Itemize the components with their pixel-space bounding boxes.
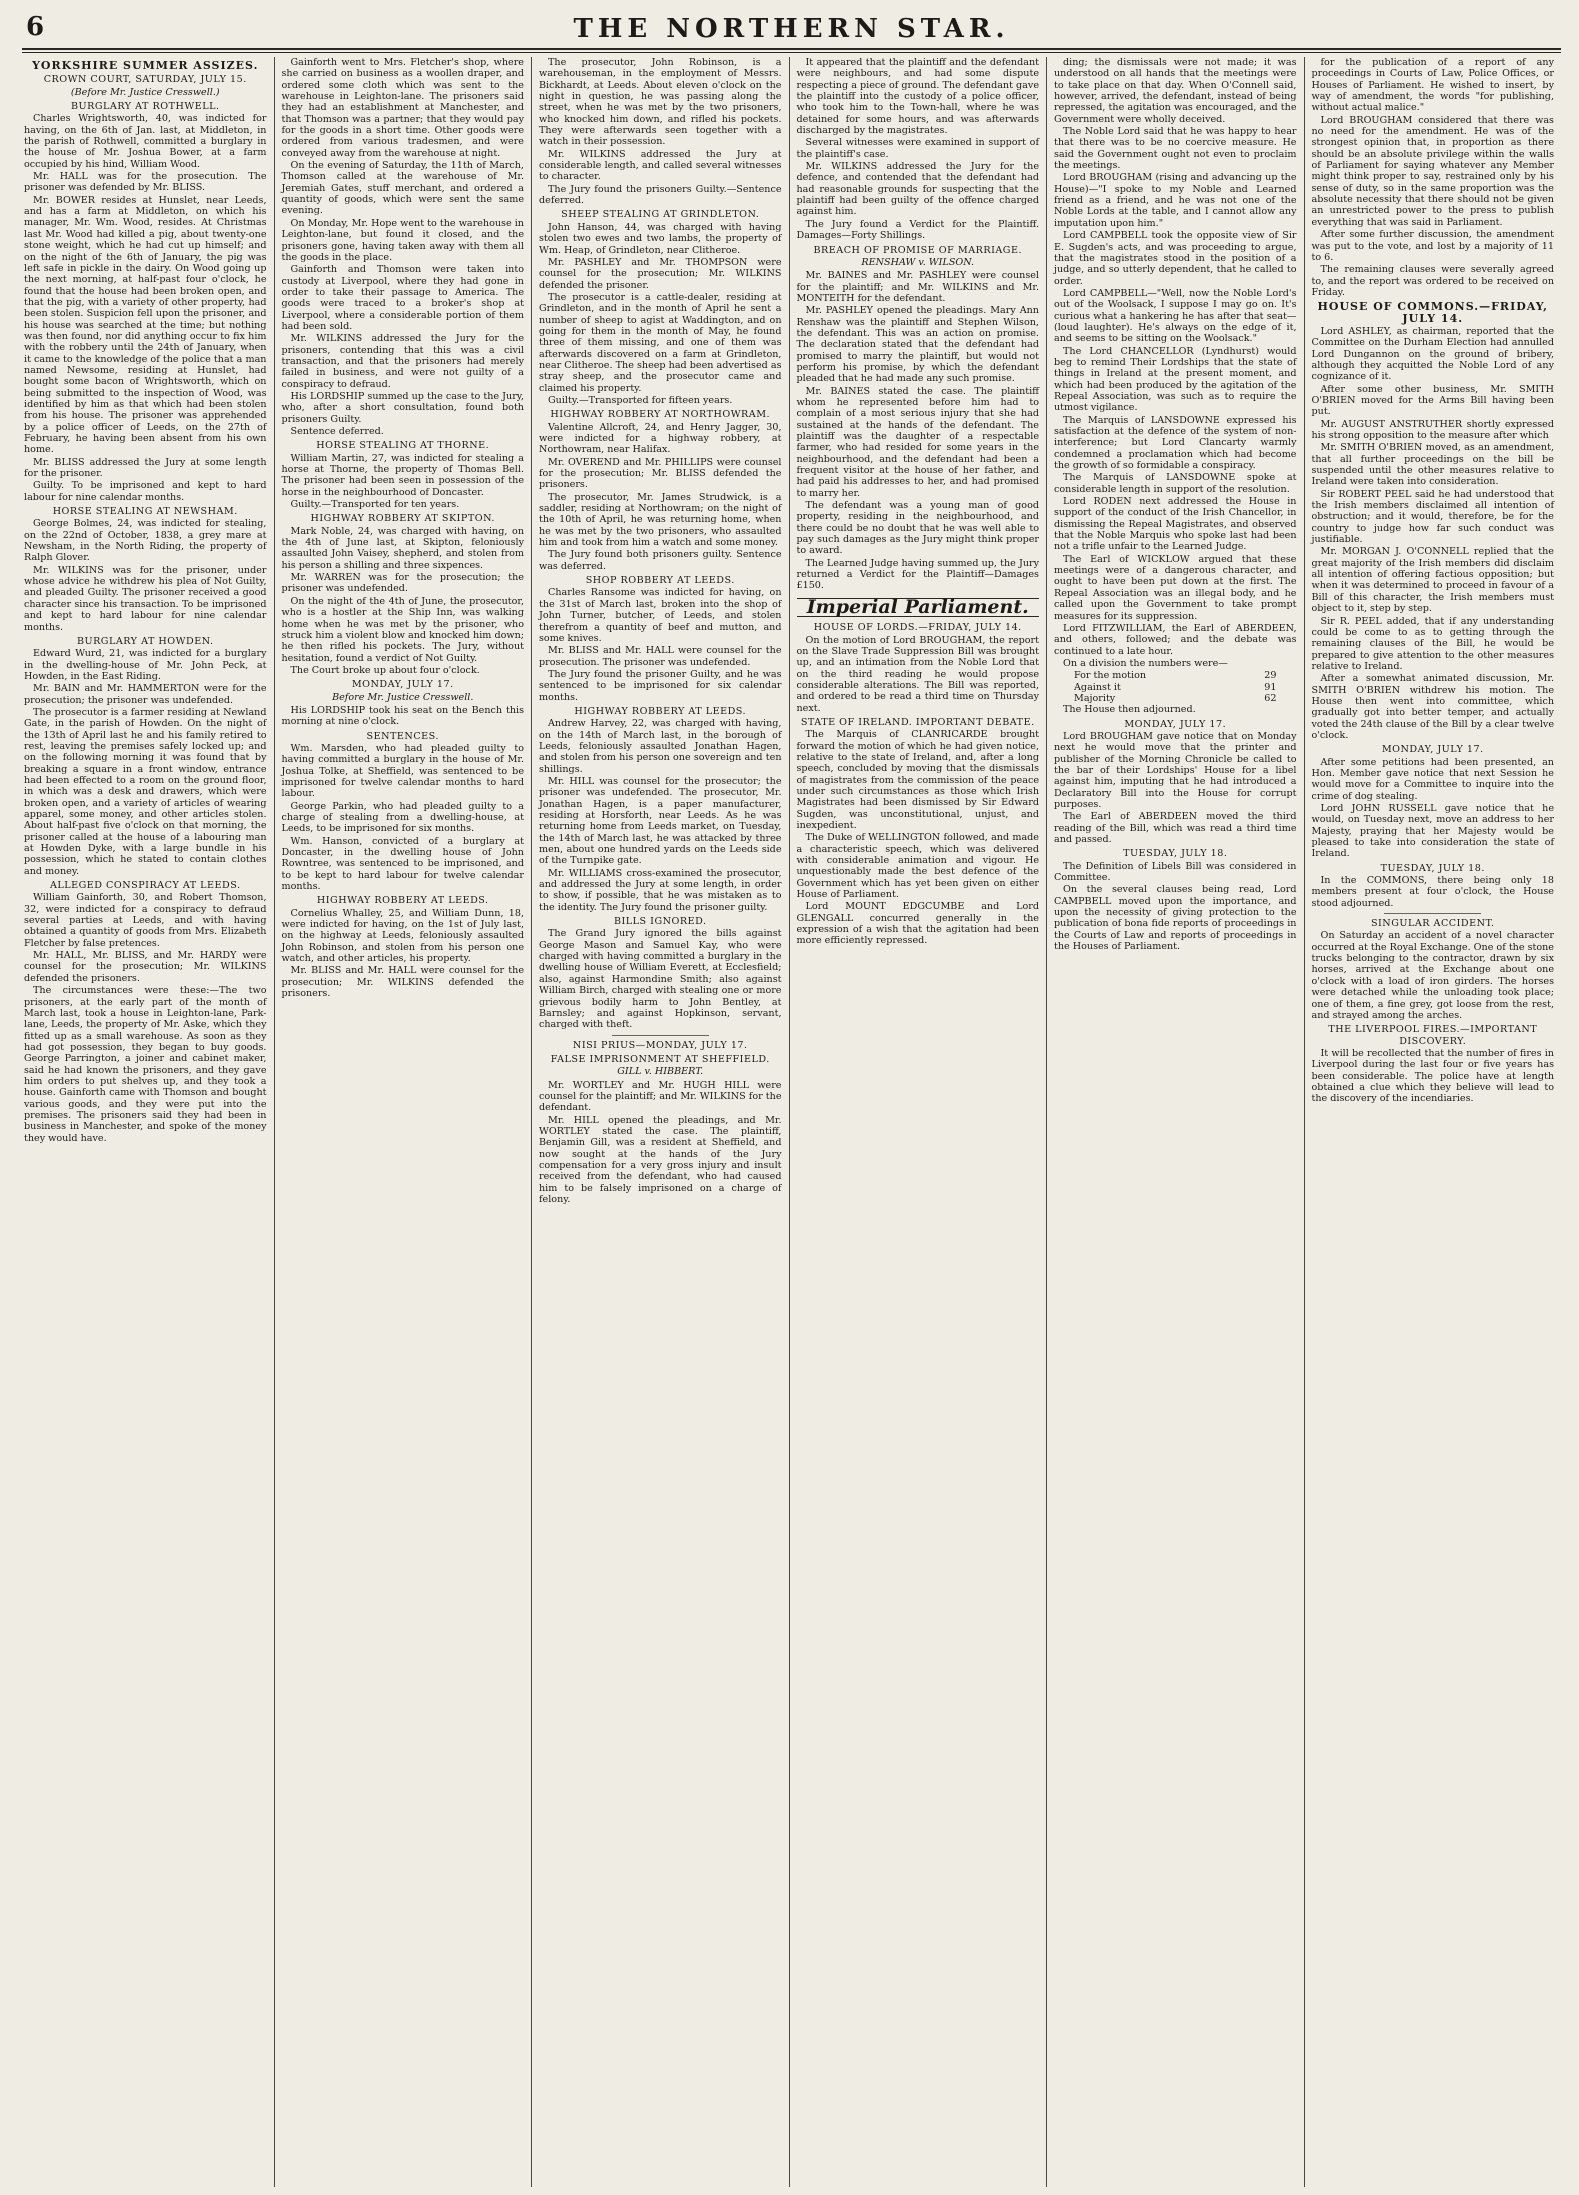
date-heading: MONDAY, JULY 17.: [1124, 718, 1227, 730]
paragraph: On Saturday an accident of a novel character occurred at the Royal Exchange. One of the stone trucks belonging to the contractor, drawn by six horses, arrived at the Exchange about one o'clock with a load of iron girders. The horses were detached while the unloading took place; one of them, a fine grey, got loose from the rest, and strayed among the arches.: [1311, 930, 1554, 1021]
paragraph: The circumstances were these:—The two prisoners, at the early part of the month of March last, took a house in Leighton-lane, Park-lane, Leeds, the property of Mr. Aske, which they fitted up as a small warehouse. As soon as they had got possession, they began to buy goods. George Parrington, a joiner and cabinet maker, said he had known the prisoners, and they gave him orders to put shelves up, and they took a house. Gainforth came with Thomson and bought various goods, and they were put into the premises. The prisoners said they had been in business in Manchester, and spoke of the money they would have.: [24, 985, 267, 1144]
house-heading: HOUSE OF COMMONS.—FRIDAY, JULY 14.: [1317, 300, 1549, 325]
column-3: [531, 57, 789, 2187]
judge-line: (Before Mr. Justice Cresswell.): [70, 86, 220, 98]
court-heading: CROWN COURT, SATURDAY, JULY 15.: [43, 74, 247, 86]
paragraph: Charles Ransome was indicted for having, on the 31st of March last, broken into the shop of John Turner, butcher, of Leeds, and stolen therefrom a quantity of beef and mutton, and some knives.: [539, 587, 782, 644]
paragraph: Guilty.—Transported for fifteen years.: [548, 394, 733, 406]
paragraph: Lord BROUGHAM (rising and advancing up the House)—"I spoke to my Noble and Learned friend as a friend, and he was not one of the Noble Lords at the table, and I cannot allow any imputation upon him.": [1054, 172, 1297, 229]
paragraph: Mr. BAIN and Mr. HAMMERTON were for the prosecution; the prisoner was undefended.: [24, 683, 267, 706]
paragraph: Sir R. PEEL added, that if any understanding could be come to as to getting through the remaining clauses of the Bill, he would be prepared to give attention to the other measures relative to Ireland.: [1311, 615, 1554, 672]
paragraph: Mr. WILKINS addressed the Jury for the prisoners, contending that this was a civil transaction, and that the prisoners had merely failed in business, and were not guilty of a conspiracy to defraud.: [281, 333, 524, 390]
date-heading: MONDAY, JULY 17.: [351, 679, 454, 691]
paragraph: Gainforth and Thomson were taken into custody at Liverpool, where they had gone in order to take their passage to America. The goods were traced to a broker's shop at Liverpool, where a considerable portion of them had been sold.: [281, 264, 524, 332]
paragraph: Lord BROUGHAM considered that there was no need for the amendment. He was of the strongest opinion that, in proportion as there should be an absolute privilege within the walls of Parliament for saying whatever any Member might think proper to say, restrained only by his sense of duty, so in the same proportion was the absolute necessity that there should not be given an unrestricted power to the press to publish everything that was said in Parliament.: [1311, 114, 1554, 228]
case-heading: BURGLARY AT ROTHWELL.: [71, 101, 220, 113]
division-row-for: [1054, 670, 1297, 681]
judge-line: Before Mr. Justice Cresswell.: [332, 691, 474, 703]
paragraph: Mr. BLISS and Mr. HALL were counsel for the prosecution; Mr. WILKINS defended the prisoners.: [281, 965, 524, 1000]
division-count: 29: [1264, 670, 1277, 682]
paragraph: The Jury found the prisoners Guilty.—Sentence deferred.: [539, 183, 782, 207]
column-2: [274, 57, 532, 2187]
paragraph: Lord MOUNT EDGCUMBE and Lord GLENGALL concurred generally in the expression of a wish that the agitation had been more efficiently repressed.: [796, 901, 1039, 947]
paragraph: Mr. HILL was counsel for the prosecutor; the prisoner was undefended. The prosecutor, Mr. Jonathan Hagen, is a paper manufacturer, residing at Horsforth, near Leeds. As he was returning home from Leeds market, on Tuesday, the 14th of March last, he was attacked by three men, about one hundred yards on the Leeds side of the Turnpike gate.: [539, 775, 782, 867]
paragraph: The Marquis of LANSDOWNE spoke at considerable length in support of the resolution.: [1054, 472, 1297, 495]
paragraph: On the motion of Lord BROUGHAM, the report on the Slave Trade Suppression Bill was brought up, and an intimation from the Noble Lord that on the third reading he would propose considerable alterations. The Bill was reported, and ordered to be read a third time on Thursday next.: [796, 634, 1039, 714]
paragraph: The defendant was a young man of good property, residing in the neighbourhood, and there could be no doubt that he was well able to pay such damages as the Jury might think proper to award.: [796, 500, 1039, 557]
separator-rule: [1384, 913, 1481, 914]
paragraph: Wm. Hanson, convicted of a burglary at Doncaster, in the dwelling house of John Rowntree, was sentenced to be imprisoned, and to be kept to hard labour for twelve calendar months.: [281, 835, 524, 893]
paragraph: Lord CAMPBELL took the opposite view of Sir E. Sugden's acts, and was proceeding to argue, that the magistrates stood in the position of a judge, and so utterly dependent, that he called to order.: [1054, 230, 1297, 287]
paragraph: The prosecutor, John Robinson, is a warehouseman, in the employment of Messrs. Bickhardt, at Leeds. About eleven o'clock on the night in question, he was passing along the street, when he was met by the two prisoners, who knocked him down, and rifled his pockets. They were afterwards seen together with a watch in their possession.: [539, 57, 782, 148]
division-label: Majority: [1074, 692, 1116, 704]
paragraph: The Court broke up about four o'clock.: [290, 664, 480, 676]
paragraph: Lord RODEN next addressed the House in support of the conduct of the Irish Chancellor, in dismissing the Repeal Magistrates, and observed that the Noble Marquis who spoke last had been not a trifle unfair to the Learned Judge.: [1054, 496, 1297, 553]
date-heading: MONDAY, JULY 17.: [1381, 744, 1484, 756]
paragraph: William Martin, 27, was indicted for stealing a horse at Thorne, the property of Thomas Bell. The prisoner had been seen in possession of the horse in the neighbourhood of Doncaster.: [281, 452, 524, 498]
paragraph: Mr. OVEREND and Mr. PHILLIPS were counsel for the prosecution; Mr. BLISS defended the prisoners.: [539, 456, 782, 491]
masthead-rule: [22, 52, 1561, 53]
division-count: 62: [1264, 692, 1277, 704]
paragraph: The Marquis of CLANRICARDE brought forward the motion of which he had given notice, relative to the state of Ireland, and, after a long speech, concluded by moving that the dismissals of magistrates from the commission of the peace under such circumstances as those which Irish Magistrates had been dismissed by Sir Edward Sugden, was unconstitutional, unjust, and inexpedient.: [796, 729, 1039, 831]
paragraph: It will be recollected that the number of fires in Liverpool during the last four or five years has been considerable. The police have at length obtained a clue which they believe will lead to the discovery of the incendiaries.: [1311, 1047, 1554, 1105]
case-heading: SENTENCES.: [366, 730, 439, 742]
paragraph: Edward Wurd, 21, was indicted for a burglary in the dwelling-house of Mr. John Peck, at Howden, in the East Riding.: [24, 648, 267, 682]
paragraph: Mr. BAINES and Mr. PASHLEY were counsel for the plaintiff; and Mr. WILKINS and Mr. MONTEITH for the defendant.: [796, 270, 1039, 304]
paragraph: John Hanson, 44, was charged with having stolen two ewes and two lambs, the property of Wm. Heap, of Grindleton, near Clitheroe.: [539, 221, 782, 256]
case-heading: SHEEP STEALING AT GRINDLETON.: [561, 209, 760, 221]
paragraph: His LORDSHIP summed up the case to the Jury, who, after a short consultation, found both prisoners Guilty.: [281, 390, 524, 425]
paragraph: Mr. HILL opened the pleadings, and Mr. WORTLEY stated the case. The plaintiff, Benjamin Gill, was a resident at Sheffield, and now sought at the hands of the Jury compensation for a very gross injury and insult received from the defendant, who had caused him to be falsely imprisoned on a charge of felony.: [539, 1114, 782, 1205]
paragraph: William Gainforth, 30, and Robert Thomson, 32, were indicted for a conspiracy to defraud several parties at Leeds, and with having obtained a quantity of goods from Mrs. Elizabeth Fletcher by false pretences.: [24, 892, 267, 949]
paragraph: On Monday, Mr. Hope went to the warehouse in Leighton-lane, but found it closed, and the prisoners gone, having taken away with them all the goods in the place.: [281, 217, 524, 263]
paragraph: Sentence deferred.: [290, 426, 384, 437]
paragraph: Mr. HALL, Mr. BLISS, and Mr. HARDY were counsel for the prosecution; Mr. WILKINS defended the prisoners.: [24, 950, 267, 984]
house-heading: HOUSE OF LORDS.—FRIDAY, JULY 14.: [813, 622, 1022, 634]
case-heading: HORSE STEALING AT NEWSHAM.: [52, 506, 238, 518]
paragraph: The Duke of WELLINGTON followed, and made a characteristic speech, which was delivered with considerable animation and vigour. He unquestionably made the best defence of the Government which has yet been given on either House of Parliament.: [796, 832, 1039, 901]
paragraph: Cornelius Whalley, 25, and William Dunn, 18, were indicted for having, on the 1st of July last, on the highway at Leeds, feloniously assaulted John Robinson, and stolen from his person one watch, and other articles, his property.: [281, 907, 524, 965]
column-4: [789, 57, 1047, 2187]
paragraph: Several witnesses were examined in support of the plaintiff's case.: [796, 137, 1039, 160]
paragraph: Mr. BLISS and Mr. HALL were counsel for the prosecution. The prisoner was undefended.: [539, 645, 782, 668]
paragraph: The prosecutor, Mr. James Strudwick, is a saddler, residing at Northowram; on the night of the 10th of April, he was returning home, when he was met by the two prisoners, who assaulted him and took from him a watch and some money.: [539, 491, 782, 549]
paragraph: George Bolmes, 24, was indicted for stealing, on the 22nd of October, 1838, a grey mare at Newsham, in the North Riding, the property of Ralph Glover.: [24, 518, 267, 564]
page-number: 6: [26, 12, 45, 42]
paragraph: The remaining clauses were severally agreed to, and the report was ordered to be received on Friday.: [1311, 264, 1554, 298]
paragraph: The prosecutor is a farmer residing at Newland Gate, in the parish of Howden. On the night of the 13th of April last he and his family retired to rest, leaving the premises safely locked up; and on the following morning it was found that by breaking a square in a front window, entrance had been effected to a room on the ground floor, in which was a desk and drawers, which were broken open, and a variety of articles of wearing apparel, some money, and other articles stolen. About half-past five o'clock on that morning, the prisoner called at the house of a labouring man at Howden Dyke, with a large bundle in his possession, which he stated to contain clothes and money.: [24, 706, 267, 877]
paragraph: After some petitions had been presented, an Hon. Member gave notice that next Session he would move for a Committee to inquire into the crime of dog stealing.: [1311, 756, 1554, 802]
case-heading: BREACH OF PROMISE OF MARRIAGE.: [813, 244, 1023, 256]
paragraph: Andrew Harvey, 22, was charged with having, on the 14th of March last, in the borough of Leeds, feloniously assaulted Jonathan Hagen, and stolen from his person one sovereign and ten shillings.: [539, 718, 782, 775]
paragraph: Lord ASHLEY, as chairman, reported that the Committee on the Durham Election had annulled Lord Dungannon on the ground of bribery, although they acquitted the Noble Lord of any cognizance of it.: [1311, 325, 1554, 383]
paragraph: On the evening of Saturday, the 11th of March, Thomson called at the warehouse of Mr. Jeremiah Gates, stuff merchant, and ordered a quantity of goods, which were sent the same evening.: [281, 160, 524, 217]
paragraph: Mr. BAINES stated the case. The plaintiff whom he represented before him had to complain of a most serious injury that she had sustained at the hands of the defendant. The plaintiff was the daughter of a respectable farmer, who had resided for some years in the neighbourhood, and the defendant had been a frequent visitor at the house of her father, and had paid his addresses to her, and had promised to marry her.: [796, 385, 1039, 499]
division-row-against: [1054, 682, 1297, 693]
paragraph: Mr. WARREN was for the prosecution; the prisoner was undefended.: [281, 572, 524, 595]
paragraph: Wm. Marsden, who had pleaded guilty to having committed a burglary in the house of Mr. Joshua Tolke, at Sheffield, was sentenced to be imprisoned for twelve calendar months to hard labour.: [281, 742, 524, 800]
paragraph: The Earl of ABERDEEN moved the third reading of the Bill, which was read a third time and passed.: [1054, 811, 1297, 846]
paragraph: The Definition of Libels Bill was considered in Committee.: [1054, 860, 1297, 884]
paragraph: On the several clauses being read, Lord CAMPBELL moved upon the importance, and upon the necessity of giving protection to the publication of bona fide reports of proceedings in the Courts of Law and reports of proceedings in the Houses of Parliament.: [1054, 884, 1297, 953]
date-heading: TUESDAY, JULY 18.: [1380, 862, 1485, 874]
paragraph: Gainforth went to Mrs. Fletcher's shop, where she carried on business as a woollen draper, and ordered some cloth which was sent to the warehouse in Leighton-lane. The prisoners said they had an establishment at Manchester, and that Thomson was a partner; that they would pay for the goods in a short time. Other goods were ordered from various tradesmen, and were conveyed away from the warehouse at night.: [281, 57, 524, 159]
debate-heading: STATE OF IRELAND. IMPORTANT DEBATE.: [800, 716, 1035, 728]
paragraph: Lord CAMPBELL—"Well, now the Noble Lord's out of the Woolsack, I suppose I may go on. It's curious what a hankering he has after that seat—(loud laughter). He's always on the edge of it, and seems to be sitting on the Woolsack.": [1054, 287, 1297, 345]
paragraph: The Jury found both prisoners guilty. Sentence was deferred.: [539, 549, 782, 572]
paragraph: Mr. MORGAN J. O'CONNELL replied that the great majority of the Irish members did disclaim all intention of offering factious opposition; but when it was determined to proceed in favour of a Bill of this character, the Irish members must object to it, step by step.: [1311, 546, 1554, 615]
case-heading: HIGHWAY ROBBERY AT NORTHOWRAM.: [550, 409, 771, 421]
paragraph: On the night of the 4th of June, the prosecutor, who is a hostler at the Ship Inn, was walking home when he was met by the prisoner, who struck him a violent blow and knocked him down; he then rifled his pockets. The Jury, without hesitation, found a verdict of Not Guilty.: [281, 595, 524, 664]
paragraph: The Noble Lord said that he was happy to hear that there was to be no coercive measure. He said the Government ought not even to proclaim the meetings.: [1054, 126, 1297, 172]
masthead: [22, 8, 1561, 50]
case-heading: BURGLARY AT HOWDEN.: [76, 635, 214, 647]
paragraph: Mr. WILKINS addressed the Jury at considerable length, and called several witnesses to character.: [539, 148, 782, 183]
paragraph: Mr. SMITH O'BRIEN moved, as an amendment, that all further proceedings on the bill be suspended until the other measures relative to Ireland were taken into consideration.: [1311, 442, 1554, 488]
article-heading: SINGULAR ACCIDENT.: [1370, 918, 1495, 930]
paragraph: Mr. PASHLEY and Mr. THOMPSON were counsel for the prosecution; Mr. WILKINS defended the prisoner.: [539, 256, 782, 291]
paragraph: Mr. WORTLEY and Mr. HUGH HILL were counsel for the plaintiff; and Mr. WILKINS for the defendant.: [539, 1079, 782, 1114]
paragraph: Mr. WILLIAMS cross-examined the prosecutor, and addressed the Jury at some length, in order to show, if possible, that he was mistaken as to the identity. The Jury found the prisoner guilty.: [539, 867, 782, 913]
case-name: GILL v. HIBBERT.: [617, 1066, 704, 1078]
paragraph: The Jury found a Verdict for the Plaintiff. Damages—Forty Shillings.: [796, 218, 1039, 242]
paragraph: Lord BROUGHAM gave notice that on Monday next he would move that the printer and publisher of the Morning Chronicle be called to the bar of their Lordships' House for a libel against him, imputing that he had introduced a Declaratory Bill into the House for corrupt purposes.: [1054, 730, 1297, 810]
paragraph: On a division the numbers were—: [1063, 657, 1228, 669]
paragraph: for the publication of a report of any proceedings in Courts of Law, Police Offices, or Houses of Parliament. He wished to insert, by way of amendment, the words "for publishing, without actual malice.": [1311, 57, 1554, 114]
paragraph: After some further discussion, the amendment was put to the vote, and lost by a majority of 11 to 6.: [1311, 229, 1554, 263]
paragraph: Lord FITZWILLIAM, the Earl of ABERDEEN, and others, followed; and the debate was continued to a late hour.: [1054, 622, 1297, 657]
paragraph: Mr. WILKINS addressed the Jury for the defence, and contended that the defendant had had reasonable grounds for suspecting that the plaintiff had been guilty of the offence charged against him.: [796, 161, 1039, 218]
newspaper-title: THE NORTHERN STAR.: [573, 14, 1010, 44]
paragraph: The Jury found the prisoner Guilty, and he was sentenced to be imprisoned for six calendar months.: [539, 668, 782, 703]
column-6: [1304, 57, 1562, 2187]
division-label: For the motion: [1074, 670, 1147, 682]
paragraph: Mr. WILKINS was for the prisoner, under whose advice he withdrew his plea of Not Guilty, and pleaded Guilty. The prisoner received a good character since his transaction. To be imprisoned and kept to hard labour for nine calendar months.: [24, 564, 267, 633]
case-heading: FALSE IMPRISONMENT AT SHEFFIELD.: [550, 1053, 770, 1065]
article-heading: THE LIVERPOOL FIRES.—IMPORTANT DISCOVERY.: [1328, 1024, 1538, 1047]
case-heading: HIGHWAY ROBBERY AT LEEDS.: [574, 705, 747, 717]
paragraph: Mr. BOWER resides at Hunslet, near Leeds, and has a farm at Middleton, on which his manager, Mr. Wm. Wood, resides. At Christmas last Mr. Wood had killed a pig, about twenty-one stone weight, which he had cut up himself; and on the night of the 6th of January, the pig was left safe in pickle in the dairy. On Wood going up the next morning, at half-past four o'clock, he found that the house had been broken open, and that the pig, with a variety of other property, had been stolen. Suspicion fell upon the prisoner, and his house was searched at the time; but nothing was then found, nor did anything occur to fix him with the robbery until the 24th of January, when it came to the knowledge of the police that a man named Newsome, residing at Hunslet, had bought some bacon of Wrightsworth, which on being submitted to the inspection of Wood, was identified by him as that which had been stolen from his house. The prisoner was apprehended by a police officer of Leeds, on the 27th of February, he having been absent from his own home.: [24, 194, 267, 456]
paragraph: Mr. PASHLEY opened the pleadings. Mary Ann Renshaw was the plaintiff and Stephen Wilson, the defendant. This was an action on promise. The declaration stated that the defendant had promised to marry the plaintiff, but would not perform his promise, by which the defendant pleaded that he had made any such promise.: [796, 305, 1039, 385]
paragraph: Lord JOHN RUSSELL gave notice that he would, on Tuesday next, move an address to her Majesty, praying that her Majesty would be pleased to take into consideration the state of Ireland.: [1311, 803, 1554, 860]
date-heading: NISI PRIUS—MONDAY, JULY 17.: [572, 1039, 748, 1051]
paragraph: The Marquis of LANSDOWNE expressed his satisfaction at the defence of the system of non-interference; but Lord Clancarty warmly condemned a proclamation which had become the growth of so formidable a conspiracy.: [1054, 414, 1297, 472]
paragraph: George Parkin, who had pleaded guilty to a charge of stealing from a dwelling-house, at Leeds, to be imprisoned for six months.: [281, 800, 524, 835]
case-heading: HIGHWAY ROBBERY AT LEEDS.: [316, 895, 489, 907]
paragraph: After a somewhat animated discussion, Mr. SMITH O'BRIEN withdrew his motion. The House then went into committee, which gradually got into better temper, and actually voted the 24th clause of the Bill by a clear twelve o'clock.: [1311, 673, 1554, 741]
paragraph: The House then adjourned.: [1063, 704, 1196, 716]
paragraph: It appeared that the plaintiff and the defendant were neighbours, and had some dispute respecting a piece of ground. The defendant gave the plaintiff into the custody of a police officer, who took him to the Town-hall, where he was detained for some hours, and was afterwards discharged by the magistrates.: [796, 57, 1039, 137]
paragraph: After some other business, Mr. SMITH O'BRIEN moved for the Arms Bill having been put.: [1311, 383, 1554, 418]
paragraph: The prosecutor is a cattle-dealer, residing at Grindleton, and in the month of April he sent a number of sheep to agist at Waddington, and on going for them in the month of May, he found three of them missing, and one of them was afterwards discovered on a farm at Grindleton, near Clitheroe. The sheep had been advertised as stray sheep, and the prosecutor came and claimed his property.: [539, 291, 782, 394]
case-heading: SHOP ROBBERY AT LEEDS.: [585, 575, 735, 587]
case-name: RENSHAW v. WILSON.: [861, 256, 975, 268]
column-5: [1046, 57, 1304, 2187]
section-title-imperial-parliament: Imperial Parliament.: [797, 598, 1040, 617]
paragraph: Guilty. To be imprisoned and kept to hard labour for nine calendar months.: [24, 480, 267, 503]
paragraph: The Earl of WICKLOW argued that these meetings were of a dangerous character, and ought to have been put down at the first. The Repeal Association was an illegal body, and he called upon the Government to take prompt measures for its suppression.: [1054, 553, 1297, 622]
case-heading: BILLS IGNORED.: [613, 916, 707, 928]
division-label: Against it: [1074, 681, 1121, 693]
paragraph: Charles Wrightsworth, 40, was indicted for having, on the 6th of Jan. last, at Middleton, in the parish of Rothwell, committed a burglary in the house of Mr. Joshua Bower, at a farm occupied by his hind, William Wood.: [24, 113, 267, 170]
paragraph: Mr. HALL was for the prosecution. The prisoner was defended by Mr. BLISS.: [24, 171, 267, 194]
case-heading: HORSE STEALING AT THORNE.: [316, 440, 490, 452]
paragraph: Valentine Allcroft, 24, and Henry Jagger, 30, were indicted for a highway robbery, at Northowram, near Halifax.: [539, 421, 782, 456]
paragraph: The Grand Jury ignored the bills against George Mason and Samuel Kay, who were charged with having committed a burglary in the dwelling house of William Everett, at Ecclesfield; also, against Harmondine Smith; also against William Birch, charged with stealing one or more grievous bodily harm to John Bentley, at Barnsley; and against Hopkinson, servant, charged with theft.: [539, 928, 782, 1031]
division-count: 91: [1264, 681, 1277, 693]
paragraph: His LORDSHIP took his seat on the Bench this morning at nine o'clock.: [281, 704, 524, 728]
paragraph: Sir ROBERT PEEL said he had understood that the Irish members disclaimed all intention of obstruction; and it would, therefore, be for the country to judge how far such conduct was justifiable.: [1311, 488, 1554, 546]
paragraph: Mr. BLISS addressed the Jury at some length for the prisoner.: [24, 456, 267, 480]
paragraph: In the COMMONS, there being only 18 members present at four o'clock, the House stood adjourned.: [1311, 875, 1554, 909]
separator-rule: [612, 1035, 709, 1036]
case-heading: ALLEGED CONSPIRACY AT LEEDS.: [49, 880, 241, 892]
paragraph: Guilty.—Transported for ten years.: [290, 499, 460, 511]
paragraph: The Learned Judge having summed up, the Jury returned a Verdict for the Plaintiff—Damages £150.: [796, 557, 1039, 592]
date-heading: TUESDAY, JULY 18.: [1123, 848, 1228, 860]
section-heading: YORKSHIRE SUMMER ASSIZES.: [32, 59, 259, 72]
paragraph: The Lord CHANCELLOR (Lyndhurst) would beg to remind Their Lordships that the state of things in Ireland at the present moment, and which had been produced by the agitation of the Repeal Association, was such as to require the utmost vigilance.: [1054, 345, 1297, 414]
columns: [22, 57, 1561, 2187]
column-1: [22, 57, 274, 2187]
paragraph: Mark Noble, 24, was charged with having, on the 4th of June last, at Skipton, feloniously assaulted John Vaisey, shepherd, and stolen from his person a shilling and three sixpences.: [281, 525, 524, 571]
case-heading: HIGHWAY ROBBERY AT SKIPTON.: [310, 513, 495, 525]
paragraph: Mr. AUGUST ANSTRUTHER shortly expressed his strong opposition to the measure after which: [1311, 418, 1554, 441]
division-row-majority: [1054, 693, 1297, 704]
paragraph: ding; the dismissals were not made; it was understood on all hands that the meetings were to take place on that day. When O'Connell said, however, arrived, the defendant, instead of being repressed, the agitation was encouraged, and the Government were wholly deceived.: [1054, 57, 1297, 125]
